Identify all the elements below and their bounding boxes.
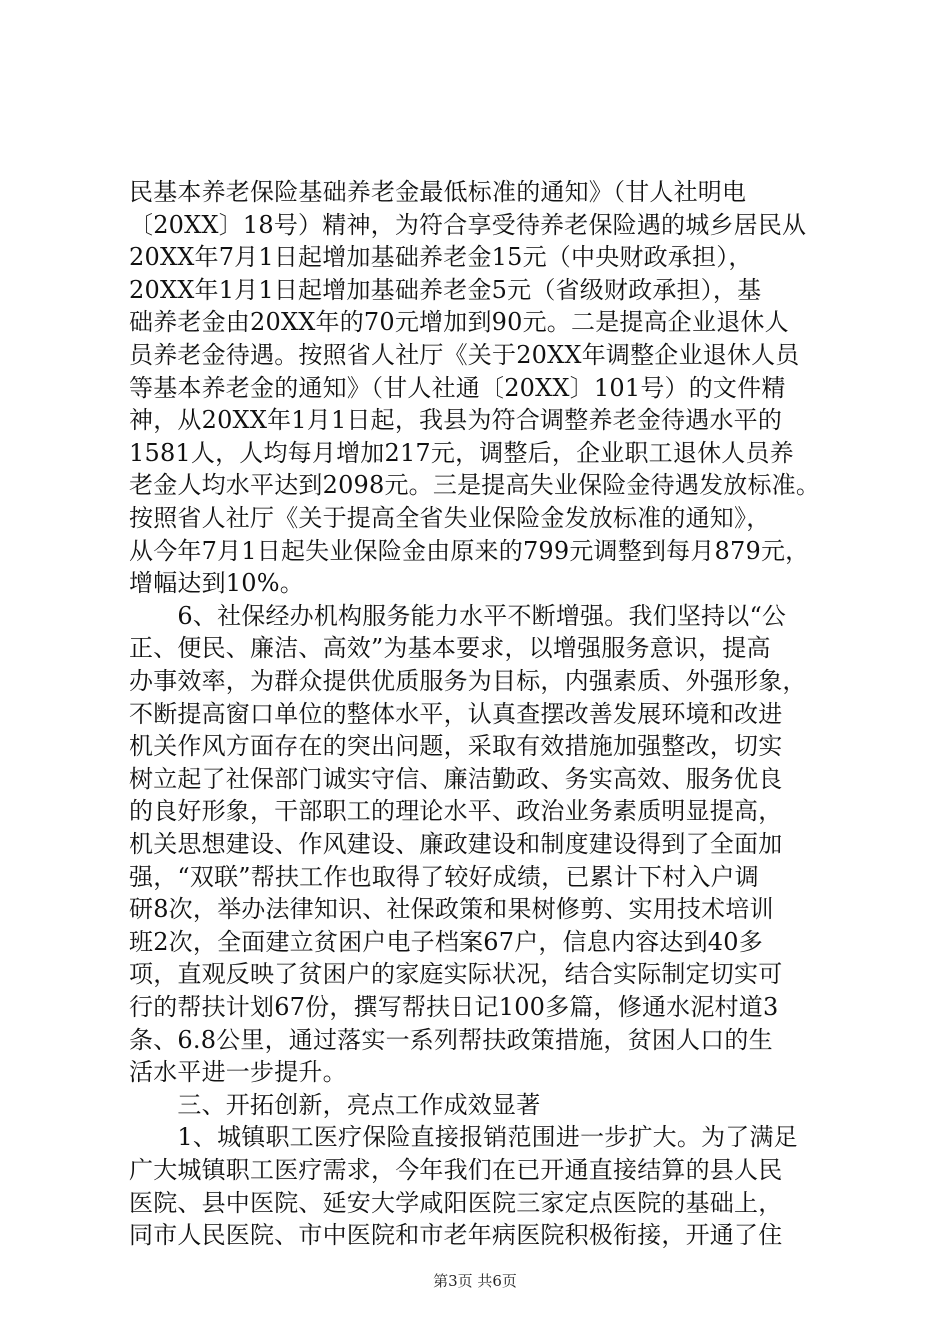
text-line: 强，“双联”帮扶工作也取得了较好成绩，已累计下村入户调	[129, 862, 759, 891]
text-line: 活水平进一步提升。	[129, 1058, 347, 1087]
text-line: 民基本养老保险基础养老金最低标准的通知》（甘人社明电	[129, 178, 747, 206]
text-line: 20XX年1月1日起增加基础养老金5元（省级财政承担），基	[129, 275, 762, 304]
text-line: 20XX年7月1日起增加基础养老金15元（中央财政承担），	[129, 243, 753, 272]
text-line: 研8次，举办法律知识、社保政策和果树修剪、实用技术培训	[129, 895, 774, 924]
text-line: 老金人均水平达到2098元。三是提高失业保险金待遇发放标准。	[129, 471, 821, 500]
text-line: 行的帮扶计划67份，撰写帮扶日记100多篇，修通水泥村道3	[129, 993, 779, 1021]
text-line: 同市人民医院、市中医院和市老年病医院积极衔接，开通了住	[129, 1221, 783, 1250]
text-line: 神，从20XX年1月1日起，我县为符合调整养老金待遇水平的	[129, 406, 783, 435]
text-line: 不断提高窗口单位的整体水平，认真查摆改善发展环境和改进	[129, 699, 783, 728]
text-line: 的良好形象，干部职工的理论水平、政治业务素质明显提高，	[129, 797, 783, 826]
text-line: 项，直观反映了贫困户的家庭实际状况，结合实际制定切实可	[129, 960, 783, 989]
text-line: 增幅达到10%。	[129, 569, 304, 598]
paragraph-start: 1、城镇职工医疗保险直接报销范围进一步扩大。为了满足	[129, 1123, 798, 1152]
text-line: 1581人，人均每月增加217元，调整后，企业职工退休人员养	[129, 438, 794, 467]
text-line: 从今年7月1日起失业保险金由原来的799元调整到每月879元，	[129, 536, 810, 565]
text-line: 办事效率，为群众提供优质服务为目标，内强素质、外强形象，	[129, 667, 807, 695]
text-line: 机关思想建设、作风建设、廉政建设和制度建设得到了全面加	[129, 830, 783, 858]
text-line: 〔20XX〕18号）精神，为符合享受待养老保险遇的城乡居民从	[129, 210, 807, 239]
text-line: 条、6.8公里，通过落实一系列帮扶政策措施，贫困人口的生	[129, 1025, 773, 1054]
text-line: 础养老金由20XX年的70元增加到90元。二是提高企业退休人	[129, 308, 789, 337]
text-line: 班2次，全面建立贫困户电子档案67户，信息内容达到40多	[129, 927, 763, 956]
section-heading: 三、开拓创新，亮点工作成效显著	[129, 1090, 541, 1119]
text-line: 正、便民、廉洁、高效”为基本要求，以增强服务意识，提高	[129, 634, 771, 663]
text-line: 员养老金待遇。按照省人社厅《关于20XX年调整企业退休人员	[129, 341, 800, 369]
text-line: 树立起了社保部门诚实守信、廉洁勤政、务实高效、服务优良	[129, 764, 783, 793]
text-line: 医院、县中医院、延安大学咸阳医院三家定点医院的基础上，	[129, 1188, 783, 1217]
paragraph-start: 6、社保经办机构服务能力水平不断增强。我们坚持以“公	[129, 601, 787, 630]
text-line: 等基本养老金的通知》（甘人社通〔20XX〕101号）的文件精	[129, 373, 786, 402]
text-line: 机关作风方面存在的突出问题，采取有效措施加强整改，切实	[129, 732, 783, 761]
text-line: 广大城镇职工医疗需求，今年我们在已开通直接结算的县人民	[129, 1156, 783, 1184]
page-number: 第3页 共6页	[433, 1272, 517, 1290]
text-line: 按照省人社厅《关于提高全省失业保险金发放标准的通知》，	[129, 504, 771, 532]
